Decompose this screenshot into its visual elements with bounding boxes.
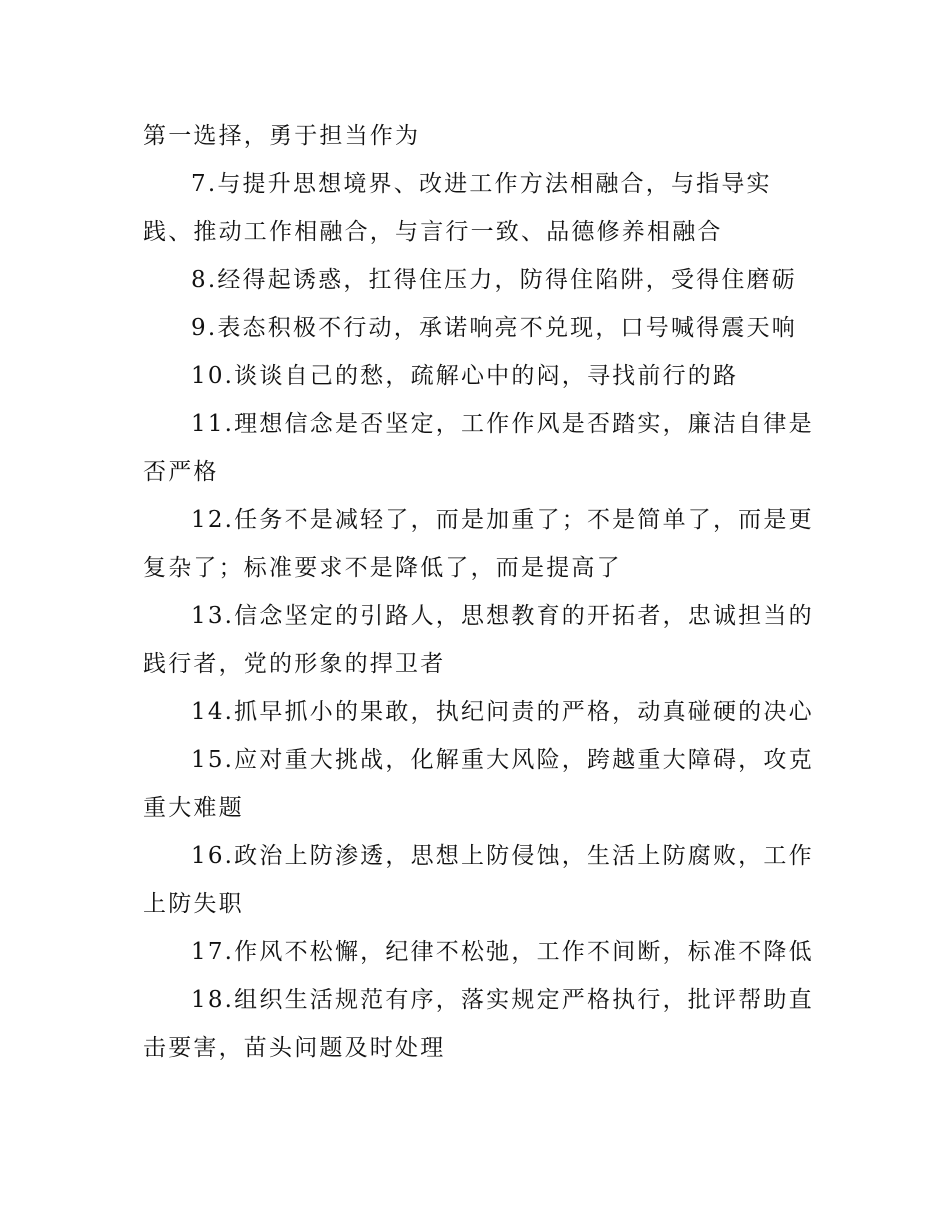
paragraph-11: 11.理想信念是否坚定，工作作风是否踏实，廉洁自律是否严格 (143, 411, 814, 485)
paragraph-9: 9.表态积极不行动，承诺响亮不兑现，口号喊得震天响 (191, 315, 797, 341)
paragraph-16: 16.政治上防渗透，思想上防侵蚀，生活上防腐败，工作上防失职 (143, 843, 814, 917)
paragraph-17: 17.作风不松懈，纪律不松弛，工作不间断，标准不降低 (191, 939, 814, 965)
paragraph-8: 8.经得起诱惑，扛得住压力，防得住陷阱，受得住磨砺 (191, 267, 797, 293)
paragraph-10: 10.谈谈自己的愁，疏解心中的闷，寻找前行的路 (191, 363, 739, 389)
document-body (143, 112, 815, 1072)
paragraph-14: 14.抓早抓小的果敢，执纪问责的严格，动真碰硬的决心 (191, 699, 814, 725)
paragraph-15: 15.应对重大挑战，化解重大风险，跨越重大障碍，攻克重大难题 (143, 747, 814, 821)
paragraph-0: 第一选择，勇于担当作为 (143, 123, 421, 149)
paragraph-13: 13.信念坚定的引路人，思想教育的开拓者，忠诚担当的践行者，党的形象的捍卫者 (143, 603, 814, 677)
paragraph-7: 7.与提升思想境界、改进工作方法相融合，与指导实践、推动工作相融合，与言行一致、品德修养相融合 (143, 171, 772, 245)
paragraph-18: 18.组织生活规范有序，落实规定严格执行，批评帮助直击要害，苗头问题及时处理 (143, 987, 814, 1061)
paragraph-12: 12.任务不是减轻了，而是加重了；不是简单了，而是更复杂了；标准要求不是降低了，而是提高了 (143, 507, 814, 581)
